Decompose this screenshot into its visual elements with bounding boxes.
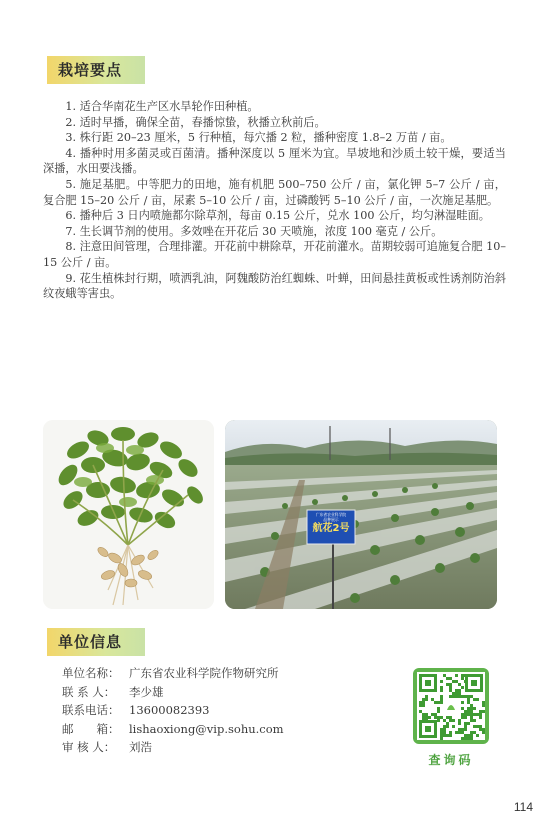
- sign-variety-text: 航花2号: [312, 523, 350, 534]
- sign-subtitle-text: 品种展示: [323, 517, 339, 522]
- info-value: 13600082393: [129, 703, 210, 717]
- field-illustration: [225, 420, 497, 609]
- qr-code[interactable]: [413, 668, 489, 744]
- field-photo: [225, 420, 497, 609]
- info-row-reviewer: [62, 738, 284, 757]
- info-label: 邮 箱：: [62, 721, 120, 736]
- info-row-unit: [62, 664, 284, 683]
- sign-org-text: 广东省农业科学院: [315, 512, 347, 517]
- page-number: 114: [513, 800, 533, 814]
- cultivation-item: 3. 株行距 20–23 厘米，5 行种植，每穴播 2 粒，播种密度 1.8–2 万苗 / 亩。: [65, 131, 452, 145]
- cultivation-item: 2. 适时早播，确保全苗，春播惊蛰，秋播立秋前后。: [65, 115, 326, 129]
- qr-caption: 查询码: [428, 753, 474, 767]
- info-value: 刘浩: [129, 740, 152, 754]
- info-label: 单位名称：: [62, 666, 120, 680]
- cultivation-item: 6. 播种后 3 日内喷施都尔除草剂，每亩 0.15 公斤，兑水 100 公斤，均匀淋湿畦面。: [65, 209, 490, 223]
- cultivation-item: 9. 花生植株封行期，喷洒乳油，阿魏酸防治红蜘蛛、叶蝉，田间悬挂黄板或性诱剂防治斜纹夜蛾等害虫。: [43, 271, 506, 301]
- cultivation-item: 8. 注意田间管理，合理排灌。开花前中耕除草，开花前灌水。苗期较弱可追施复合肥 10–15 公斤 / 亩。: [43, 240, 506, 269]
- cultivation-points: [43, 99, 506, 302]
- cultivation-item: 5. 施足基肥。中等肥力的田地，施有机肥 500–750 公斤 / 亩，氯化钾 5–7 公斤 / 亩，复合肥 15–20 公斤 / 亩，尿素 5–10 公斤 / 亩，过磷酸钙 5–10 公斤 / 亩，一次施足基肥。: [43, 177, 506, 207]
- info-row-email: [62, 720, 284, 739]
- info-label: 联 系 人：: [62, 684, 116, 699]
- section-title-unit-info: 单位信息: [47, 628, 145, 656]
- info-label: 联系电话：: [62, 703, 120, 717]
- info-row-phone: [62, 701, 284, 720]
- unit-info-list: [62, 664, 284, 757]
- cultivation-item: 4. 播种时用多菌灵或百菌清。播种深度以 5 厘米为宜。旱坡地和沙质土较干燥，要适当深播，水田要浅播。: [43, 146, 506, 176]
- qr-code-graphic: [413, 668, 489, 744]
- cultivation-item: 1. 适合华南花生产区水旱轮作田种植。: [65, 100, 259, 113]
- info-row-contact: [62, 683, 284, 702]
- field-sign: [307, 510, 355, 544]
- email-link[interactable]: lishaoxiong@vip.sohu.com: [129, 721, 284, 736]
- peanut-plant-illustration: [43, 420, 214, 609]
- info-value: 广东省农业科学院作物研究所: [129, 666, 279, 680]
- info-label: 审 核 人：: [62, 740, 116, 754]
- info-value: 李少雄: [129, 684, 164, 699]
- cultivation-item: 7. 生长调节剂的使用。多效唑在开花后 30 天喷施，浓度 100 毫克 / 公斤。: [65, 224, 443, 238]
- peanut-plant-photo: [43, 420, 214, 609]
- section-title-cultivation: 栽培要点: [47, 56, 145, 84]
